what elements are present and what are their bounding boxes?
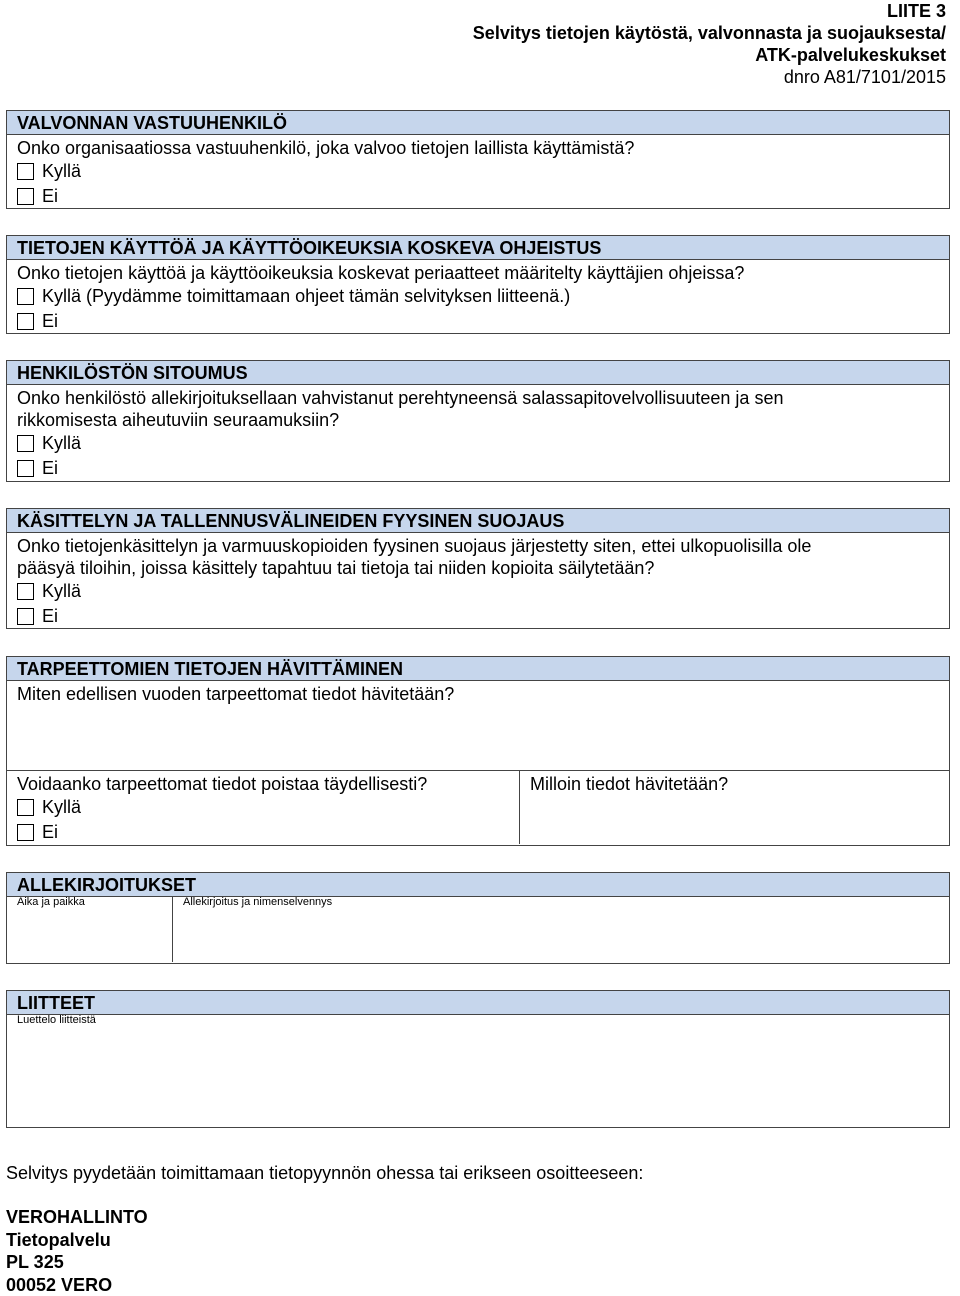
section-heading: LIITTEET [7,991,949,1015]
checkbox-yes[interactable] [17,583,34,600]
full-delete-cell [7,771,520,844]
section-heading: ALLEKIRJOITUKSET [7,873,949,897]
option-no-label: Ei [42,184,58,209]
option-yes[interactable] [7,431,949,456]
checkbox-no[interactable] [17,460,34,477]
question-text: Voidaanko tarpeettomat tiedot poistaa täydellisesti? [7,771,519,795]
time-place-field[interactable] [7,897,173,962]
option-no[interactable] [7,820,519,845]
address-line: VEROHALLINTO [6,1206,148,1229]
attachments-field[interactable] [7,1015,949,1125]
option-yes-label: Kyllä [42,579,81,604]
section-signatures [6,872,950,964]
postal-address [6,1206,148,1296]
appendix-label: LIITE 3 [887,0,946,22]
option-yes-label: Kyllä [42,159,81,184]
form-title-line1: Selvitys tietojen käytöstä, valvonnasta ja suojauksesta/ [473,22,946,44]
option-yes[interactable] [7,284,949,309]
option-no[interactable] [7,309,949,334]
option-yes-label: Kyllä [42,795,81,820]
section-heading: TIETOJEN KÄYTTÖÄ JA KÄYTTÖOIKEUKSIA KOSKEVA OHJEISTUS [7,236,949,260]
address-line: Tietopalvelu [6,1229,148,1252]
checkbox-yes[interactable] [17,799,34,816]
option-yes[interactable] [7,795,519,820]
destruction-method-field[interactable] [7,681,949,771]
checkbox-no[interactable] [17,188,34,205]
checkbox-yes[interactable] [17,435,34,452]
question-text: Milloin tiedot hävitetään? [520,771,949,795]
section-supervision [6,110,950,209]
checkbox-no[interactable] [17,608,34,625]
option-no[interactable] [7,456,949,481]
option-yes-label: Kyllä [42,431,81,456]
section-instructions [6,235,950,334]
submission-instruction: Selvitys pyydetään toimittamaan tietopyynnön ohessa tai erikseen osoitteeseen: [6,1162,643,1184]
question-text: Onko tietojen käyttöä ja käyttöoikeuksia koskevat periaatteet määritelty käyttäjien ohjeissa? [7,260,949,284]
option-yes[interactable] [7,579,949,604]
field-label: Luettelo liitteistä [7,1015,949,1026]
question-line: Onko tietojenkäsittelyn ja varmuuskopioiden fyysinen suojaus järjestetty siten, ettei ulkopuolisilla ole [17,535,939,557]
question-text: Miten edellisen vuoden tarpeettomat tiedot hävitetään? [7,681,949,705]
section-heading: KÄSITTELYN JA TALLENNUSVÄLINEIDEN FYYSINEN SUOJAUS [7,509,949,533]
checkbox-yes[interactable] [17,163,34,180]
question-line: pääsyä tiloihin, joissa käsittely tapahtuu tai tietoja tai niiden kopioita säilytetään? [17,557,939,579]
option-no[interactable] [7,604,949,629]
section-heading: HENKILÖSTÖN SITOUMUS [7,361,949,385]
section-commitment [6,360,950,482]
section-destruction [6,656,950,846]
option-no-label: Ei [42,456,58,481]
reference-number: dnro A81/7101/2015 [784,66,946,88]
section-heading: VALVONNAN VASTUUHENKILÖ [7,111,949,135]
option-no-label: Ei [42,820,58,845]
option-yes-label: Kyllä (Pyydämme toimittamaan ohjeet tämän selvityksen liitteenä.) [42,284,570,309]
checkbox-no[interactable] [17,824,34,841]
field-label: Aika ja paikka [7,897,172,908]
question-line: Onko henkilöstö allekirjoituksellaan vahvistanut perehtyneensä salassapitovelvollisuuteen ja sen [17,387,939,409]
destruction-time-field[interactable] [520,771,949,844]
option-yes[interactable] [7,159,949,184]
section-attachments [6,990,950,1128]
section-heading: TARPEETTOMIEN TIETOJEN HÄVITTÄMINEN [7,657,949,681]
question-text [7,533,949,579]
checkbox-no[interactable] [17,313,34,330]
question-line: rikkomisesta aiheutuviin seuraamuksiin? [17,409,939,431]
address-line: PL 325 [6,1251,148,1274]
question-text [7,385,949,431]
address-line: 00052 VERO [6,1274,148,1296]
question-text: Onko organisaatiossa vastuuhenkilö, joka valvoo tietojen laillista käyttämistä? [7,135,949,159]
option-no-label: Ei [42,604,58,629]
option-no[interactable] [7,184,949,209]
option-no-label: Ei [42,309,58,334]
field-label: Allekirjoitus ja nimenselvennys [173,897,949,908]
form-title-line2: ATK-palvelukeskukset [755,44,946,66]
signature-field[interactable] [173,897,949,962]
section-physical-security [6,508,950,629]
checkbox-yes[interactable] [17,288,34,305]
